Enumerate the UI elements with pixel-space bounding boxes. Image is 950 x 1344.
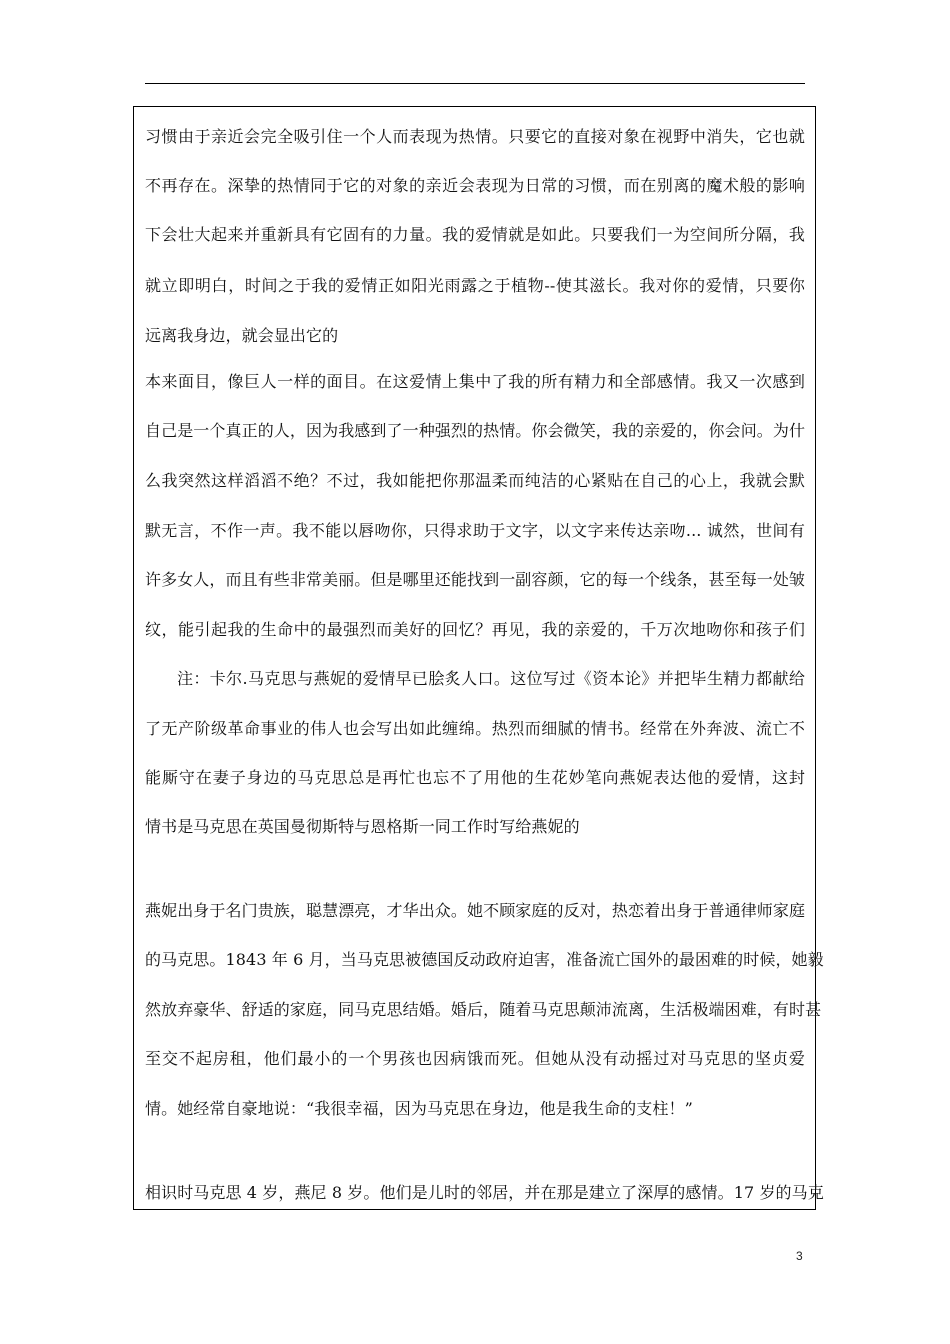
text-line: 远离我身边，就会显出它的 bbox=[145, 326, 339, 345]
header-rule bbox=[145, 83, 805, 84]
note-line: 能厮守在妻子身边的马克思总是再忙也忘不了用他的生花妙笔向燕妮表达他的爱情，这封 bbox=[145, 768, 805, 787]
page-number: 3 bbox=[796, 1249, 803, 1263]
text-line: 自己是一个真正的人，因为我感到了一种强烈的热情。你会微笑，我的亲爱的，你会问。为什 bbox=[145, 421, 806, 440]
text-line: 相识时马克思 4 岁，燕尼 8 岁。他们是儿时的邻居，并在那是建立了深厚的感情。17 岁的马克 bbox=[145, 1183, 824, 1202]
table-cell-frame bbox=[133, 106, 824, 1210]
note-line: 情书是马克思在英国曼彻斯特与恩格斯一同工作时写给燕妮的 bbox=[145, 817, 580, 836]
text-line: 然放弃豪华、舒适的家庭，同马克思结婚。婚后，随着马克思颠沛流离，生活极端困难，有时甚 bbox=[145, 1000, 822, 1019]
text-line: 至交不起房租，他们最小的一个男孩也因病饿而死。但她从没有动摇过对马克思的坚贞爱 bbox=[145, 1049, 805, 1068]
note-line: 了无产阶级革命事业的伟人也会写出如此缠绵。热烈而细腻的情书。经常在外奔波、流亡不 bbox=[145, 719, 805, 738]
text-line: 下会壮大起来并重新具有它固有的力量。我的爱情就是如此。只要我们一为空间所分隔，我 bbox=[145, 225, 805, 244]
text-line: 本来面目，像巨人一样的面目。在这爱情上集中了我的所有精力和全部感情。我又一次感到 bbox=[145, 372, 805, 391]
text-line: 习惯由于亲近会完全吸引住一个人而表现为热情。只要它的直接对象在视野中消失，它也就 bbox=[145, 127, 805, 146]
text-line: 纹，能引起我的生命中的最强烈而美好的回忆？再见，我的亲爱的，千万次地吻你和孩子们 bbox=[145, 620, 805, 639]
text-line: 燕妮出身于名门贵族，聪慧漂亮，才华出众。她不顾家庭的反对，热恋着出身于普通律师家庭 bbox=[145, 901, 806, 920]
text-line: 就立即明白，时间之于我的爱情正如阳光雨露之于植物--使其滋长。我对你的爱情，只要你 bbox=[145, 276, 805, 295]
text-line: 的马克思。1843 年 6 月，当马克思被德国反动政府迫害，准备流亡国外的最困难的时候，她毅 bbox=[145, 950, 824, 969]
text-line: 许多女人，而且有些非常美丽。但是哪里还能找到一副容颜，它的每一个线条，甚至每一处皱 bbox=[145, 570, 806, 589]
text-line: 默无言，不作一声。我不能以唇吻你，只得求助于文字，以文字来传达亲吻... 诚然，世间有 bbox=[145, 521, 805, 540]
text-line: 不再存在。深挚的热情同于它的对象的亲近会表现为日常的习惯，而在别离的魔术般的影响 bbox=[145, 176, 805, 195]
text-line: 么我突然这样滔滔不绝？不过，我如能把你那温柔而纯洁的心紧贴在自己的心上，我就会默 bbox=[145, 471, 805, 490]
text-line: 情。她经常自豪地说：“我很幸福，因为马克思在身边，他是我生命的支柱！” bbox=[145, 1099, 693, 1118]
note-line: 注：卡尔.马克思与燕妮的爱情早已脍炙人口。这位写过《资本论》并把毕生精力都献给 bbox=[177, 669, 805, 688]
table-cell-frame-bottom bbox=[133, 1209, 816, 1210]
